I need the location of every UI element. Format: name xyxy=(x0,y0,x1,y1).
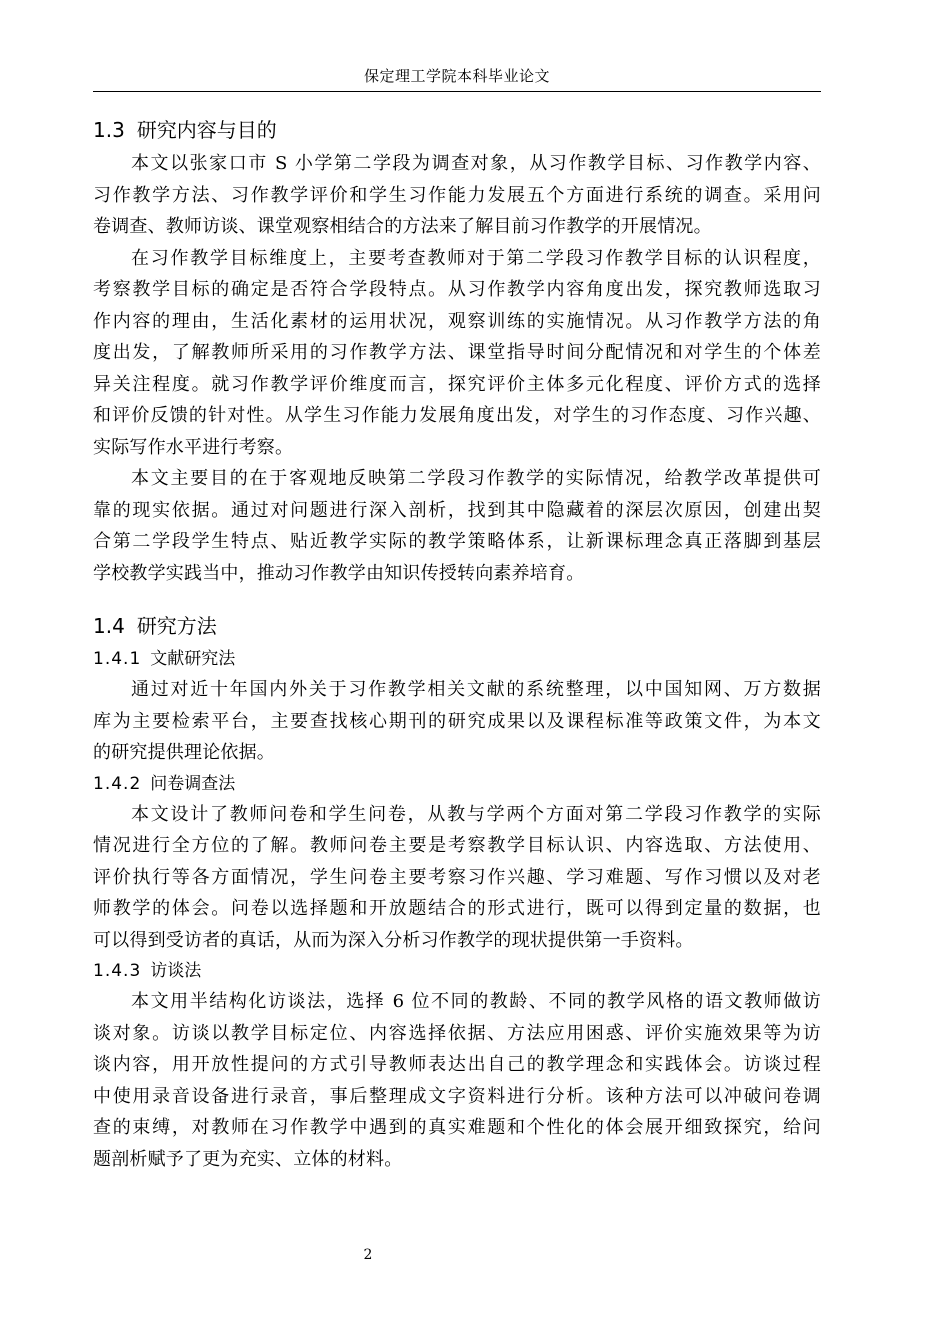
header-rule xyxy=(93,91,821,92)
text-line: 谈对象。访谈以教学目标定位、内容选择依据、方法应用困惑、评价实施效果等为访 xyxy=(93,1022,821,1044)
text-line: 谈内容，用开放性提问的方式引导教师表达出自己的教学理念和实践体会。访谈过程 xyxy=(93,1054,821,1075)
subsection-heading-1-4-3 xyxy=(93,956,821,986)
text-line: 在习作教学目标维度上，主要考查教师对于第二学段习作教学目标的认识程度， xyxy=(131,247,821,269)
paragraph xyxy=(93,463,821,589)
text-line: 学校教学实践当中，推动习作教学由知识传授转向素养培育。 xyxy=(93,562,585,584)
text-line: 的研究提供理论依据。 xyxy=(93,742,275,763)
subsection-title: 访谈法 xyxy=(150,961,202,981)
subsection-heading-1-4-2 xyxy=(93,769,821,799)
paragraph xyxy=(93,986,821,1175)
text-line: 可以得到受访者的真话，从而为深入分析习作教学的现状提供第一手资料。 xyxy=(93,929,694,951)
text-line: 本文设计了教师问卷和学生问卷，从教与学两个方面对第二学段习作教学的实际 xyxy=(131,803,821,825)
text-line: 实际写作水平进行考察。 xyxy=(93,436,294,458)
subsection-number: 1.4.3 xyxy=(93,961,142,981)
text-line: 习作教学方法、习作教学评价和学生习作能力发展五个方面进行系统的调查。采用问 xyxy=(93,184,821,206)
subsection-number: 1.4.2 xyxy=(93,773,142,794)
section-number: 1.4 xyxy=(93,614,125,638)
text-line: 中使用录音设备进行录音，事后整理成文字资料进行分析。该种方法可以冲破问卷调 xyxy=(93,1085,821,1107)
text-line: 和评价反馈的针对性。从学生习作能力发展角度出发，对学生的习作态度、习作兴趣、 xyxy=(93,405,821,426)
text-line: 评价执行等各方面情况，学生问卷主要考察习作兴趣、学习难题、写作习惯以及对老 xyxy=(93,866,821,888)
section-heading-1-4 xyxy=(93,608,821,644)
text-line: 库为主要检索平台，主要查找核心期刊的研究成果以及课程标准等政策文件，为本文 xyxy=(93,710,821,732)
text-line: 度出发，了解教师所采用的习作教学方法、课堂指导时间分配情况和对学生的个体差 xyxy=(93,342,821,363)
text-line: 作内容的理由，生活化素材的运用状况，观察训练的实施情况。从习作教学方法的角 xyxy=(93,310,821,332)
paragraph xyxy=(93,674,821,769)
text-line: 本文主要目的在于客观地反映第二学段习作教学的实际情况，给教学改革提供可 xyxy=(131,468,821,489)
paragraph xyxy=(93,148,821,243)
section-spacer xyxy=(93,589,821,608)
text-line: 异关注程度。就习作教学评价维度而言，探究评价主体多元化程度、评价方式的选择 xyxy=(93,373,821,395)
text-line: 本文用半结构化访谈法，选择 6 位不同的教龄、不同的教学风格的语文教师做访 xyxy=(131,991,821,1012)
subsection-title: 文献研究法 xyxy=(150,649,236,669)
paragraph xyxy=(93,799,821,957)
subsection-title: 问卷调查法 xyxy=(150,773,236,794)
subsection-number: 1.4.1 xyxy=(93,649,142,669)
text-line: 情况进行全方位的了解。教师问卷主要是考察教学目标认识、内容选取、方法使用、 xyxy=(93,835,821,856)
text-line: 本文以张家口市 S 小学第二学段为调查对象，从习作教学目标、习作教学内容、 xyxy=(131,153,821,174)
page-header: 保定理工学院本科毕业论文 xyxy=(363,67,550,85)
page-number: 2 xyxy=(363,1247,373,1263)
text-line: 靠的现实依据。通过对问题进行深入剖析，找到其中隐藏着的深层次原因，创建出契 xyxy=(93,499,821,521)
text-line: 题剖析赋予了更为充实、立体的材料。 xyxy=(93,1148,403,1170)
text-line: 合第二学段学生特点、贴近教学实际的教学策略体系，让新课标理念真正落脚到基层 xyxy=(93,531,821,552)
section-number: 1.3 xyxy=(93,118,125,142)
text-line: 卷调查、教师访谈、课堂观察相结合的方法来了解目前习作教学的开展情况。 xyxy=(93,216,712,237)
section-title: 研究方法 xyxy=(136,614,217,638)
subsection-heading-1-4-1 xyxy=(93,644,821,674)
text-line: 通过对近十年国内外关于习作教学相关文献的系统整理，以中国知网、万方数据 xyxy=(131,679,821,700)
text-line: 师教学的体会。问卷以选择题和开放题结合的形式进行，既可以得到定量的数据，也 xyxy=(93,898,821,919)
text-line: 查的束缚，对教师在习作教学中遇到的真实难题和个性化的体会展开细致探究，给问 xyxy=(93,1117,821,1138)
paragraph xyxy=(93,243,821,464)
section-title: 研究内容与目的 xyxy=(136,118,277,142)
text-line: 考察教学目标的确定是否符合学段特点。从习作教学内容角度出发，探究教师选取习 xyxy=(93,279,821,300)
section-heading-1-3 xyxy=(93,112,821,148)
page-content xyxy=(93,112,821,1175)
